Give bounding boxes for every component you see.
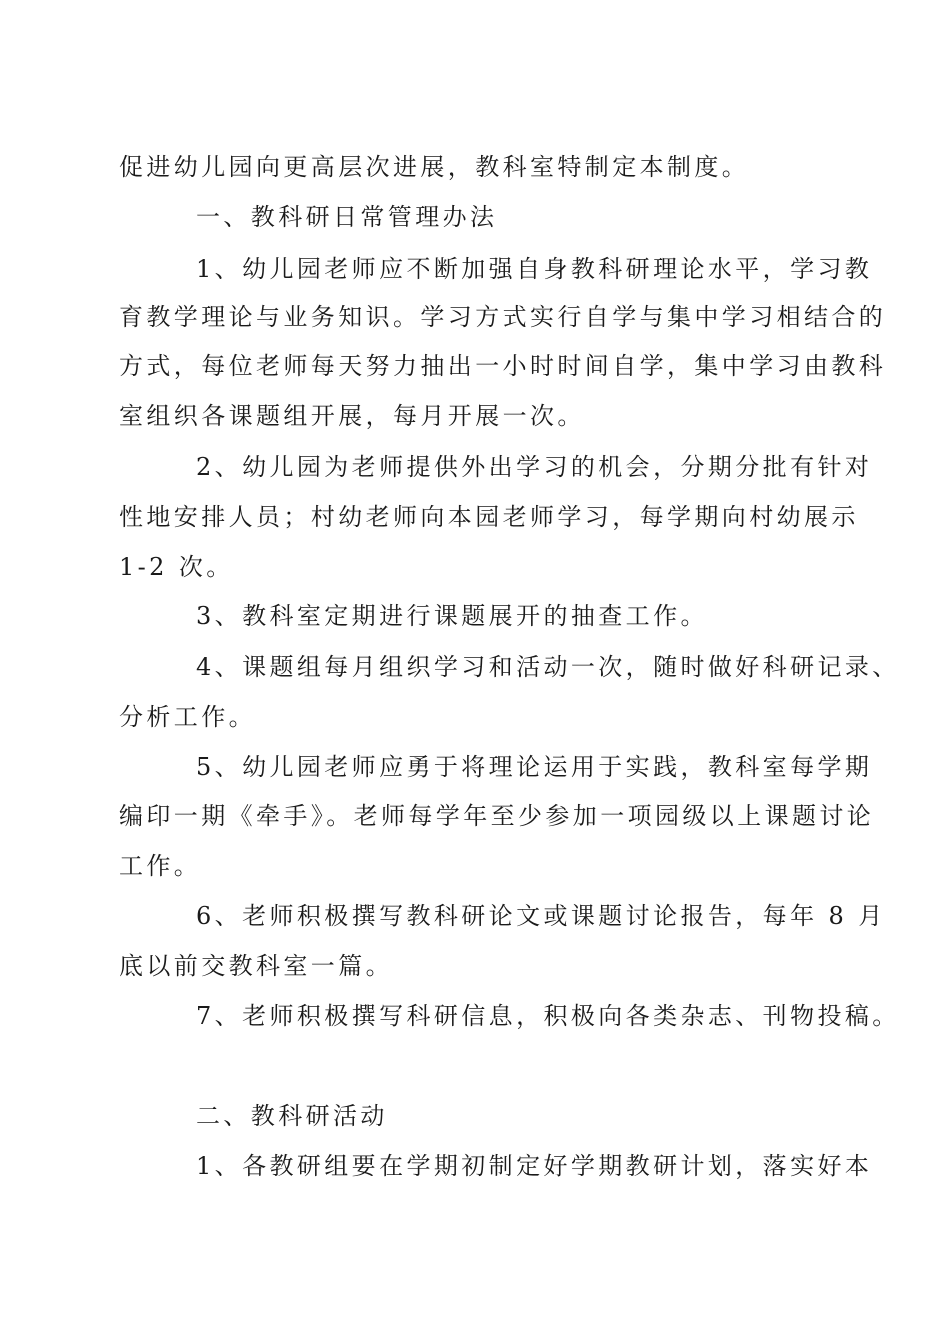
paragraph-line: 1、各教研组要在学期初制定好学期教研计划，落实好本 bbox=[196, 1152, 873, 1180]
section-heading: 一、教科研日常管理办法 bbox=[196, 203, 498, 231]
paragraph-line: 育教学理论与业务知识。学习方式实行自学与集中学习相结合的 bbox=[119, 303, 887, 331]
paragraph-line: 3、教科室定期进行课题展开的抽查工作。 bbox=[196, 602, 708, 630]
paragraph-line: 性地安排人员；村幼老师向本园老师学习，每学期向村幼展示 bbox=[119, 503, 859, 531]
paragraph-line: 分析工作。 bbox=[119, 703, 256, 731]
paragraph-line: 6、老师积极撰写教科研论文或课题讨论报告，每年 8 月 bbox=[196, 902, 886, 930]
paragraph-line: 5、幼儿园老师应勇于将理论运用于实践，教科室每学期 bbox=[196, 753, 873, 781]
paragraph-line: 2、幼儿园为老师提供外出学习的机会，分期分批有针对 bbox=[196, 453, 873, 481]
paragraph-line: 底以前交教科室一篇。 bbox=[119, 952, 393, 980]
paragraph-line: 工作。 bbox=[119, 852, 202, 880]
paragraph-line: 方式，每位老师每天努力抽出一小时时间自学，集中学习由教科 bbox=[119, 352, 887, 380]
paragraph-line: 4、课题组每月组织学习和活动一次，随时做好科研记录、 bbox=[196, 653, 900, 681]
paragraph-line: 促进幼儿园向更高层次进展，教科室特制定本制度。 bbox=[119, 153, 750, 181]
paragraph-line: 7、老师积极撰写科研信息，积极向各类杂志、刊物投稿。 bbox=[196, 1002, 900, 1030]
paragraph-line: 编印一期《牵手》。老师每学年至少参加一项园级以上课题讨论 bbox=[119, 802, 875, 830]
section-heading: 二、教科研活动 bbox=[196, 1102, 388, 1130]
paragraph-line: 1、幼儿园老师应不断加强自身教科研理论水平，学习教 bbox=[196, 255, 873, 283]
paragraph-line: 1-2 次。 bbox=[119, 553, 234, 581]
paragraph-line: 室组织各课题组开展，每月开展一次。 bbox=[119, 402, 585, 430]
